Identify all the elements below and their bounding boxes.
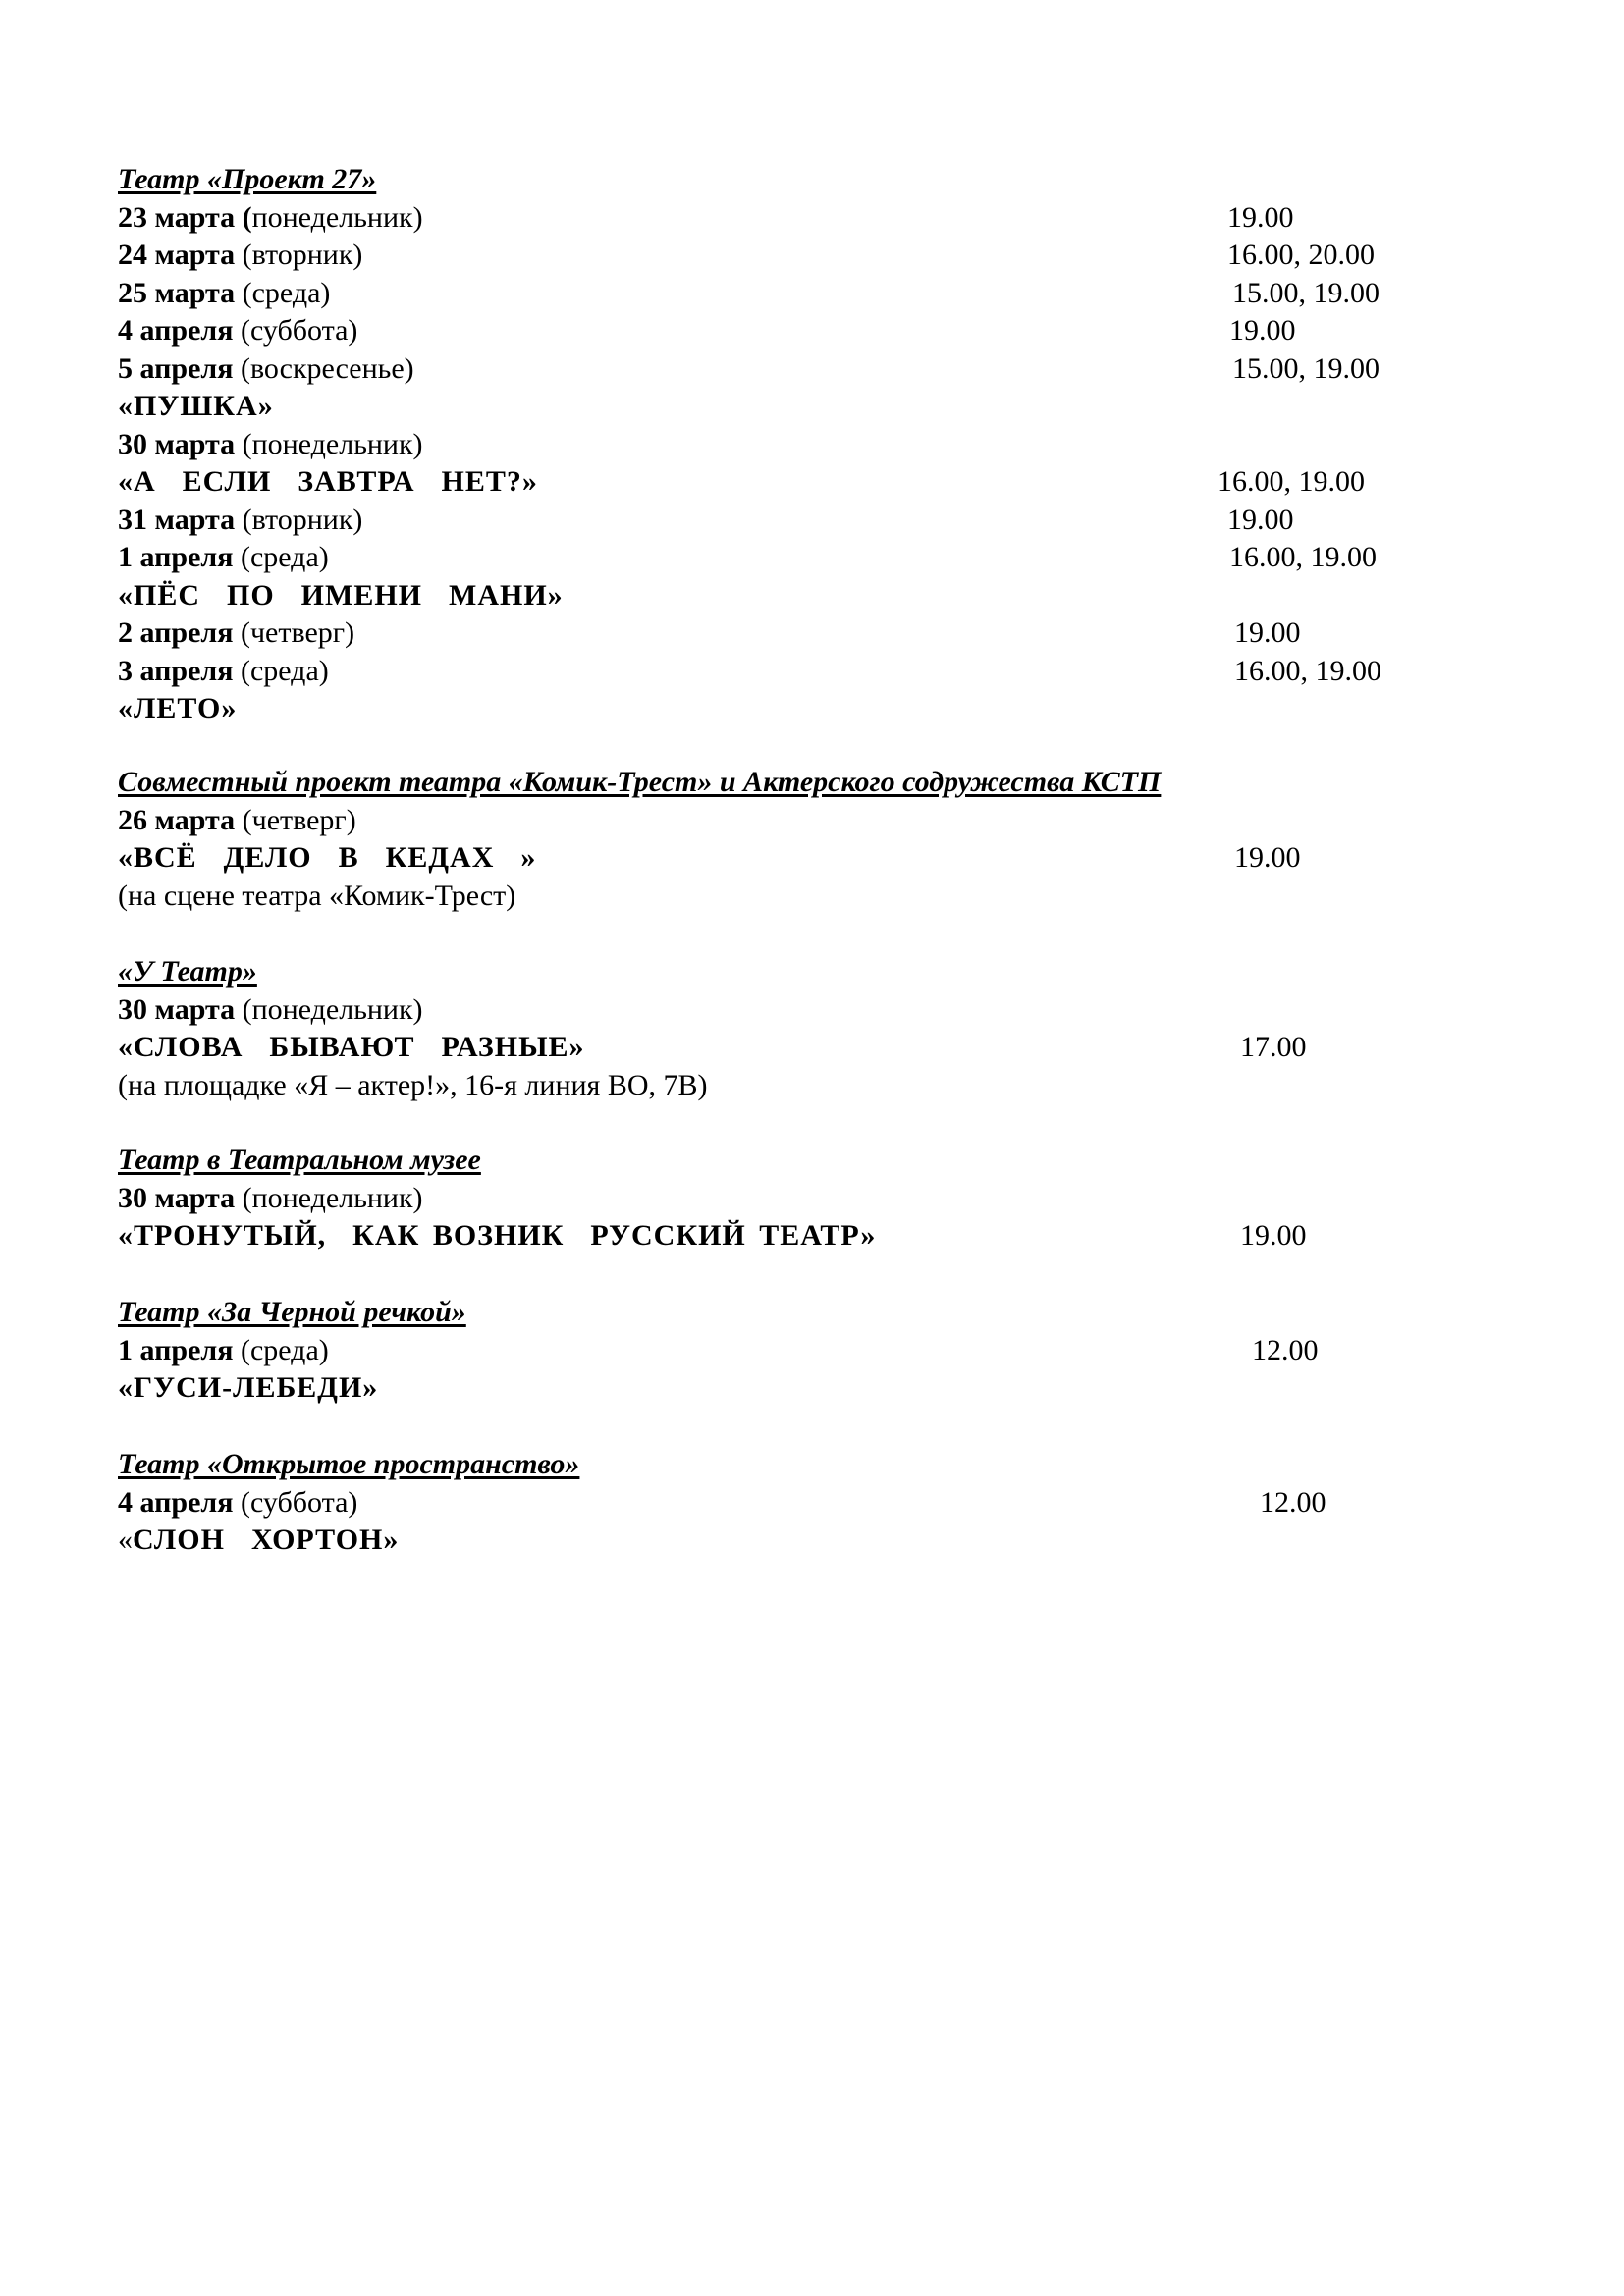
weekday: (среда) xyxy=(235,276,331,309)
weekday: (воскресенье) xyxy=(233,351,414,385)
schedule-line xyxy=(118,1029,585,1068)
show-time: 17.00 xyxy=(1240,1031,1307,1063)
show-time: 19.00 xyxy=(1227,503,1294,536)
performance-title: СЛОН ХОРТОН» xyxy=(133,1523,400,1556)
performance-title: «СЛОВА БЫВАЮТ РАЗНЫЕ» xyxy=(118,1031,585,1063)
performance-date: 26 марта xyxy=(118,803,236,836)
performance-date: 30 марта xyxy=(118,427,236,460)
schedule-line xyxy=(118,802,356,841)
weekday: (вторник) xyxy=(235,503,363,536)
schedule-line xyxy=(118,991,423,1031)
performance-date: 4 апреля xyxy=(118,314,234,347)
show-time: 19.00 xyxy=(1234,616,1301,649)
show-time: 19.00 xyxy=(1229,314,1296,347)
weekday: (среда) xyxy=(233,1333,329,1366)
performance-date: 25 марта xyxy=(118,276,236,309)
schedule-line xyxy=(118,1217,876,1256)
performance-title: «ПУШКА» xyxy=(118,390,274,422)
performance-date: 23 марта xyxy=(118,200,236,234)
section-heading: Театр «Открытое пространство» xyxy=(118,1448,580,1480)
weekday: (вторник) xyxy=(235,239,363,271)
section-heading: Театр «Проект 27» xyxy=(118,163,377,195)
schedule-line xyxy=(118,1484,357,1523)
performance-date: 5 апреля xyxy=(118,351,234,385)
schedule-line xyxy=(118,199,423,239)
performance-date: 30 марта xyxy=(118,992,236,1026)
schedule-line xyxy=(118,839,536,879)
schedule-line xyxy=(118,502,362,541)
schedule-line xyxy=(118,690,237,729)
weekday: (суббота) xyxy=(233,314,358,347)
schedule-line xyxy=(118,539,329,578)
schedule-line xyxy=(118,1332,329,1371)
weekday: (среда) xyxy=(233,541,329,573)
performance-title: «ГУСИ-ЛЕБЕДИ» xyxy=(118,1371,379,1404)
show-time: 16.00, 20.00 xyxy=(1227,239,1375,271)
section-heading: Театр в Театральном музее xyxy=(118,1144,481,1176)
weekday: (понедельник) xyxy=(235,427,423,460)
date-bracket: ( xyxy=(235,200,252,234)
schedule-line xyxy=(118,653,329,692)
weekday: (четверг) xyxy=(233,616,355,649)
venue-note: (на сцене театра «Комик-Трест) xyxy=(118,879,516,912)
performance-date: 30 марта xyxy=(118,1181,236,1214)
section-heading: «У Театр» xyxy=(118,955,257,988)
weekday: (понедельник) xyxy=(235,1181,423,1214)
show-time: 16.00, 19.00 xyxy=(1234,654,1381,687)
show-time: 19.00 xyxy=(1227,200,1294,234)
performance-title: «ТРОНУТЫЙ, КАК ВОЗНИК РУССКИЙ ТЕАТР» xyxy=(118,1219,877,1252)
performance-date: 2 апреля xyxy=(118,616,234,649)
schedule-line xyxy=(118,426,423,465)
section-heading: Совместный проект театра «Комик-Трест» и Актерского содружества КСТП xyxy=(118,766,1162,798)
show-time: 15.00, 19.00 xyxy=(1232,276,1380,309)
schedule-line xyxy=(118,350,414,390)
performance-title: «ПЁС ПО ИМЕНИ МАНИ» xyxy=(118,578,564,612)
schedule-line xyxy=(118,463,538,503)
weekday: понедельник) xyxy=(251,200,423,234)
performance-date: 4 апреля xyxy=(118,1485,234,1519)
schedule-line xyxy=(118,388,274,427)
schedule-line xyxy=(118,312,357,351)
schedule-line xyxy=(118,1369,378,1409)
schedule-line xyxy=(118,1180,423,1219)
show-time: 16.00, 19.00 xyxy=(1218,465,1365,498)
performance-date: 24 марта xyxy=(118,239,236,271)
show-time: 19.00 xyxy=(1240,1219,1307,1252)
performance-title: «ВСЁ ДЕЛО В КЕДАХ » xyxy=(118,841,537,874)
section-heading: Театр «За Черной речкой» xyxy=(118,1296,466,1328)
show-time: 19.00 xyxy=(1234,841,1301,874)
performance-title: «ЛЕТО» xyxy=(118,692,238,724)
schedule-line xyxy=(118,614,354,654)
performance-date: 3 апреля xyxy=(118,654,234,687)
performance-date: 1 апреля xyxy=(118,1333,234,1366)
weekday: (суббота) xyxy=(233,1485,358,1519)
schedule-line xyxy=(118,878,515,917)
schedule-line xyxy=(118,275,330,314)
weekday: (четверг) xyxy=(235,803,356,836)
schedule-line xyxy=(118,1067,708,1106)
schedule-line xyxy=(118,1522,399,1561)
performance-date: 31 марта xyxy=(118,503,236,536)
performance-title: «А ЕСЛИ ЗАВТРА НЕТ?» xyxy=(118,465,538,498)
show-time: 12.00 xyxy=(1260,1485,1326,1519)
performance-date: 1 апреля xyxy=(118,541,234,573)
weekday: (понедельник) xyxy=(235,992,423,1026)
venue-note: (на площадке «Я – актер!», 16-я линия ВО, 7В) xyxy=(118,1068,708,1101)
schedule-line xyxy=(118,237,362,276)
show-time: 15.00, 19.00 xyxy=(1232,351,1380,385)
schedule-line xyxy=(118,577,564,616)
show-time: 16.00, 19.00 xyxy=(1229,541,1377,573)
weekday: (среда) xyxy=(233,654,329,687)
show-time: 12.00 xyxy=(1252,1333,1319,1366)
title-quote: « xyxy=(118,1523,133,1556)
